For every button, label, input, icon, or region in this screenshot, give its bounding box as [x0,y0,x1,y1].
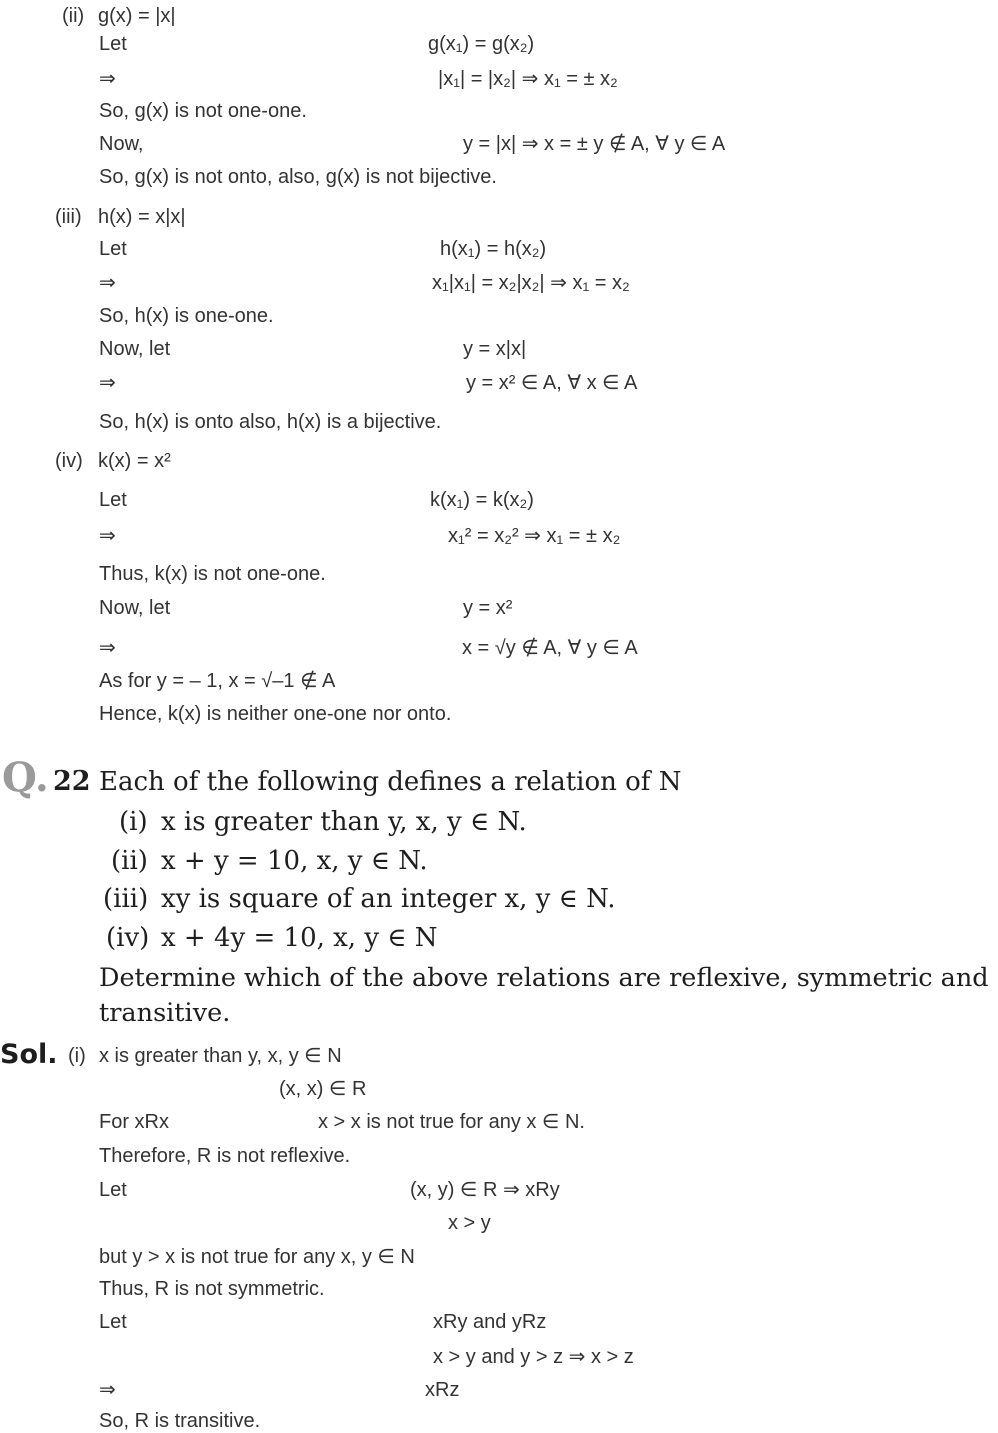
solution-statement: x is greater than y, x, y ∈ N [99,1045,342,1067]
part-iv-conclusion: Hence, k(x) is neither one-one nor onto. [99,703,452,725]
part-ii-let: Let [99,33,127,55]
implies-arrow: ⇒ [99,68,116,90]
part-iii-conclusion: So, h(x) is one-one. [99,305,274,327]
question-number: 22 [53,766,91,797]
part-iv-equation: y = x² [463,597,513,619]
question-item-text: x + 4y = 10, x, y ∈ N [161,923,438,953]
solution-equation: xRz [425,1379,460,1401]
part-iv-label: (iv) [55,450,83,472]
part-ii-now: Now, [99,133,144,155]
part-iv-conclusion: Thus, k(x) is not one-one. [99,563,326,585]
question-item-label: (i) [119,807,148,837]
part-iv-equation: k(x₁) = k(x₂) [430,489,534,511]
solution-part-label: (i) [68,1045,86,1067]
part-iii-let: Let [99,238,127,260]
part-ii-label: (ii) [62,5,85,27]
implies-arrow: ⇒ [99,525,116,547]
part-iii-function: h(x) = x|x| [98,206,186,228]
part-iv-let: Let [99,489,127,511]
implies-arrow: ⇒ [99,637,116,659]
solution-text: but y > x is not true for any x, y ∈ N [99,1246,415,1268]
implies-arrow: ⇒ [99,372,116,394]
solution-equation: x > y and y > z ⇒ x > z [433,1346,634,1368]
question-item-text: x + y = 10, x, y ∈ N. [161,846,428,876]
part-ii-equation: g(x₁) = g(x₂) [428,33,535,55]
question-mark-logo: Q. [2,754,49,801]
solution-equation: xRy and yRz [433,1311,547,1333]
part-iii-equation: y = x² ∈ A, ∀ x ∈ A [466,372,638,394]
part-ii-conclusion: So, g(x) is not onto, also, g(x) is not bijective. [99,166,497,188]
question-item-text: xy is square of an integer x, y ∈ N. [161,884,616,914]
solution-let: Let [99,1179,127,1201]
solution-equation: (x, y) ∈ R ⇒ xRy [410,1179,560,1201]
part-iii-conclusion: So, h(x) is onto also, h(x) is a bijective. [99,411,442,433]
part-iv-equation: x = √y ∉ A, ∀ y ∈ A [462,637,638,659]
part-iii-now-let: Now, let [99,338,171,360]
part-iii-equation: x₁|x₁| = x₂|x₂| ⇒ x₁ = x₂ [432,272,630,294]
question-item-text: x is greater than y, x, y ∈ N. [161,807,527,837]
solution-conclusion: So, R is transitive. [99,1410,261,1432]
part-ii-conclusion: So, g(x) is not one-one. [99,100,307,122]
solution-conclusion: Thus, R is not symmetric. [99,1278,325,1300]
part-iv-function: k(x) = x² [98,450,171,472]
question-instruction: transitive. [99,998,231,1028]
solution-text: For xRx [99,1111,169,1133]
solution-conclusion: Therefore, R is not reflexive. [99,1145,351,1167]
part-iv-now-let: Now, let [99,597,171,619]
question-item-label: (ii) [111,846,148,876]
part-iii-label: (iii) [55,206,82,228]
solution-equation: x > y [448,1212,491,1234]
part-iii-equation: y = x|x| [463,338,527,360]
part-iv-example: As for y = – 1, x = √–1 ∉ A [99,670,336,692]
part-ii-equation: |x₁| = |x₂| ⇒ x₁ = ± x₂ [438,68,618,90]
question-text: Each of the following defines a relation of N [99,767,682,797]
part-ii-equation: y = |x| ⇒ x = ± y ∉ A, ∀ y ∈ A [463,133,726,155]
implies-arrow: ⇒ [99,1379,116,1401]
solution-let: Let [99,1311,127,1333]
part-iii-equation: h(x₁) = h(x₂) [440,238,547,260]
solution-equation: (x, x) ∈ R [279,1078,367,1100]
part-ii-function: g(x) = |x| [98,5,176,27]
question-instruction: Determine which of the above relations are reflexive, symmetric and [99,963,989,993]
implies-arrow: ⇒ [99,272,116,294]
question-item-label: (iv) [106,923,150,953]
question-item-label: (iii) [103,884,149,914]
solution-equation: x > x is not true for any x ∈ N. [318,1111,585,1133]
solution-label: Sol. [0,1039,58,1070]
part-iv-equation: x₁² = x₂² ⇒ x₁ = ± x₂ [448,525,621,547]
